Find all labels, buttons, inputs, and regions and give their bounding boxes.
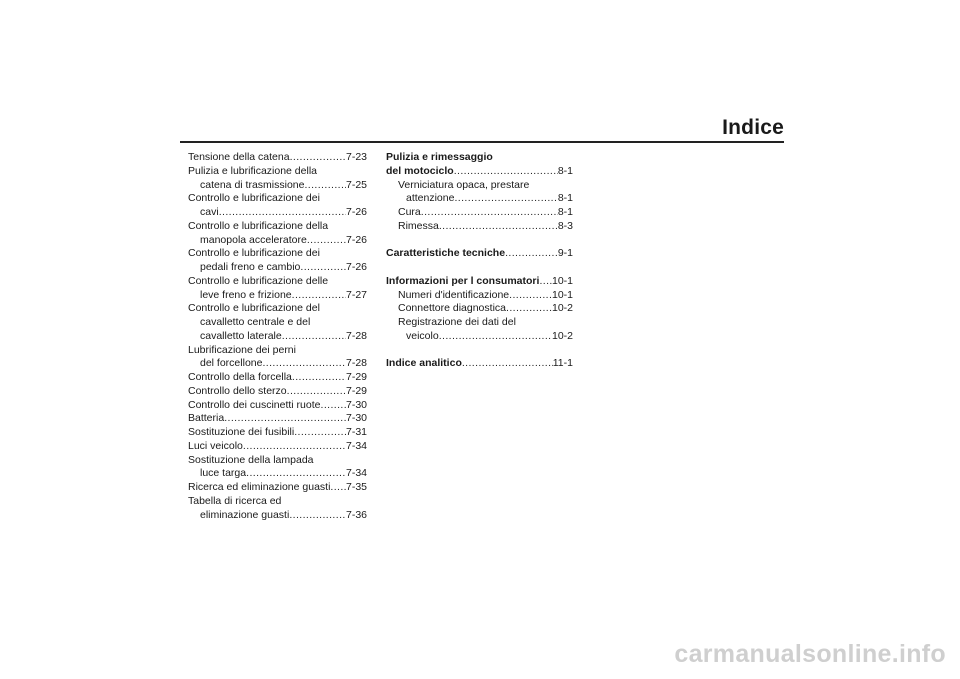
toc-entry-line: Pulizia e lubrificazione della — [188, 164, 317, 177]
toc-entry-index[interactable]: Indice analitico ..... 11-1 — [386, 357, 573, 371]
toc-entry-storage[interactable]: Rimessa ..... 8-3 — [386, 220, 573, 234]
toc-entry-consumer-info[interactable]: Informazioni per l consumatori ..... 10-1 — [386, 275, 573, 289]
toc-entry-line: Sostituzione della lampada — [188, 453, 314, 466]
toc-entry-cables[interactable]: cavi ..... 7-26 — [188, 206, 367, 220]
toc-entry-diagnostic-connector[interactable]: Connettore diagnostica ..... 10-2 — [386, 302, 573, 316]
toc-entry-line: Lubrificazione dei perni — [188, 343, 296, 356]
spacer — [386, 234, 573, 248]
toc-section-heading: Pulizia e rimessaggio — [386, 151, 493, 163]
toc-entry-care[interactable]: Cura ..... 8-1 — [386, 206, 573, 220]
toc-entry-drive-chain[interactable]: catena di trasmissione ..... 7-25 — [188, 179, 367, 193]
toc-entry-line: Controllo e lubrificazione della — [188, 219, 329, 232]
toc-entry-chain-tension[interactable]: Tensione della catena ..... 7-23 — [188, 151, 367, 165]
page-title: Indice — [722, 116, 784, 139]
toc-entry-line: Controllo e lubrificazione dei — [188, 247, 320, 260]
watermark-text: carmanualsonline.info — [674, 640, 946, 668]
toc-entry-vehicle-lights[interactable]: Luci veicolo ..... 7-34 — [188, 440, 367, 454]
toc-entry-front-fork[interactable]: Controllo della forcella ..... 7-29 — [188, 371, 367, 385]
toc-entry-matte-paint[interactable]: attenzione ..... 8-1 — [386, 192, 573, 206]
toc-entry-swingarm-pivots[interactable]: del forcellone ..... 7-28 — [188, 357, 367, 371]
toc-entry-throttle-grip[interactable]: manopola acceleratore ..... 7-26 — [188, 234, 367, 248]
toc-entry-stands[interactable]: cavalletto laterale ..... 7-28 — [188, 330, 367, 344]
toc-entry-vehicle-data-recording[interactable]: veicolo ..... 10-2 — [386, 330, 573, 344]
title-divider — [180, 141, 784, 143]
spacer — [386, 261, 573, 275]
toc-entry-line: Controllo e lubrificazione delle — [188, 274, 329, 287]
toc-entry-cleaning-storage[interactable]: del motociclo ..... 8-1 — [386, 165, 573, 179]
toc-entry-line: Registrazione dei dati del — [398, 316, 516, 328]
toc-entry-line: Verniciatura opaca, prestare — [398, 178, 530, 191]
toc-entry-specifications[interactable]: Caratteristiche tecniche ..... 9-1 — [386, 247, 573, 261]
toc-entry-line: cavalletto centrale e del — [200, 316, 311, 328]
toc-entry-fuses[interactable]: Sostituzione dei fusibili ..... 7-31 — [188, 426, 367, 440]
toc-entry-battery[interactable]: Batteria ..... 7-30 — [188, 412, 367, 426]
toc-entry-line: Controllo e lubrificazione del — [188, 302, 320, 315]
toc-entry-license-plate-light[interactable]: luce targa ..... 7-34 — [188, 467, 367, 481]
toc-left-column — [188, 151, 367, 522]
toc-entry-line: Controllo e lubrificazione dei — [188, 192, 320, 205]
toc-entry-line: Tabella di ricerca ed — [188, 494, 282, 507]
toc-entry-steering[interactable]: Controllo dello sterzo ..... 7-29 — [188, 385, 367, 399]
toc-entry-wheel-bearings[interactable]: Controllo dei cuscinetti ruote ..... 7-30 — [188, 399, 367, 413]
toc-entry-levers[interactable]: leve freno e frizione ..... 7-27 — [188, 289, 367, 303]
toc-entry-troubleshooting-chart[interactable]: eliminazione guasti ..... 7-36 — [188, 509, 367, 523]
toc-entry-troubleshooting[interactable]: Ricerca ed eliminazione guasti ..... 7-35 — [188, 481, 367, 495]
spacer — [386, 344, 573, 358]
toc-right-column — [386, 151, 573, 371]
toc-entry-pedals[interactable]: pedali freno e cambio ..... 7-26 — [188, 261, 367, 275]
toc-entry-identification-numbers[interactable]: Numeri d'identificazione ..... 10-1 — [386, 289, 573, 303]
